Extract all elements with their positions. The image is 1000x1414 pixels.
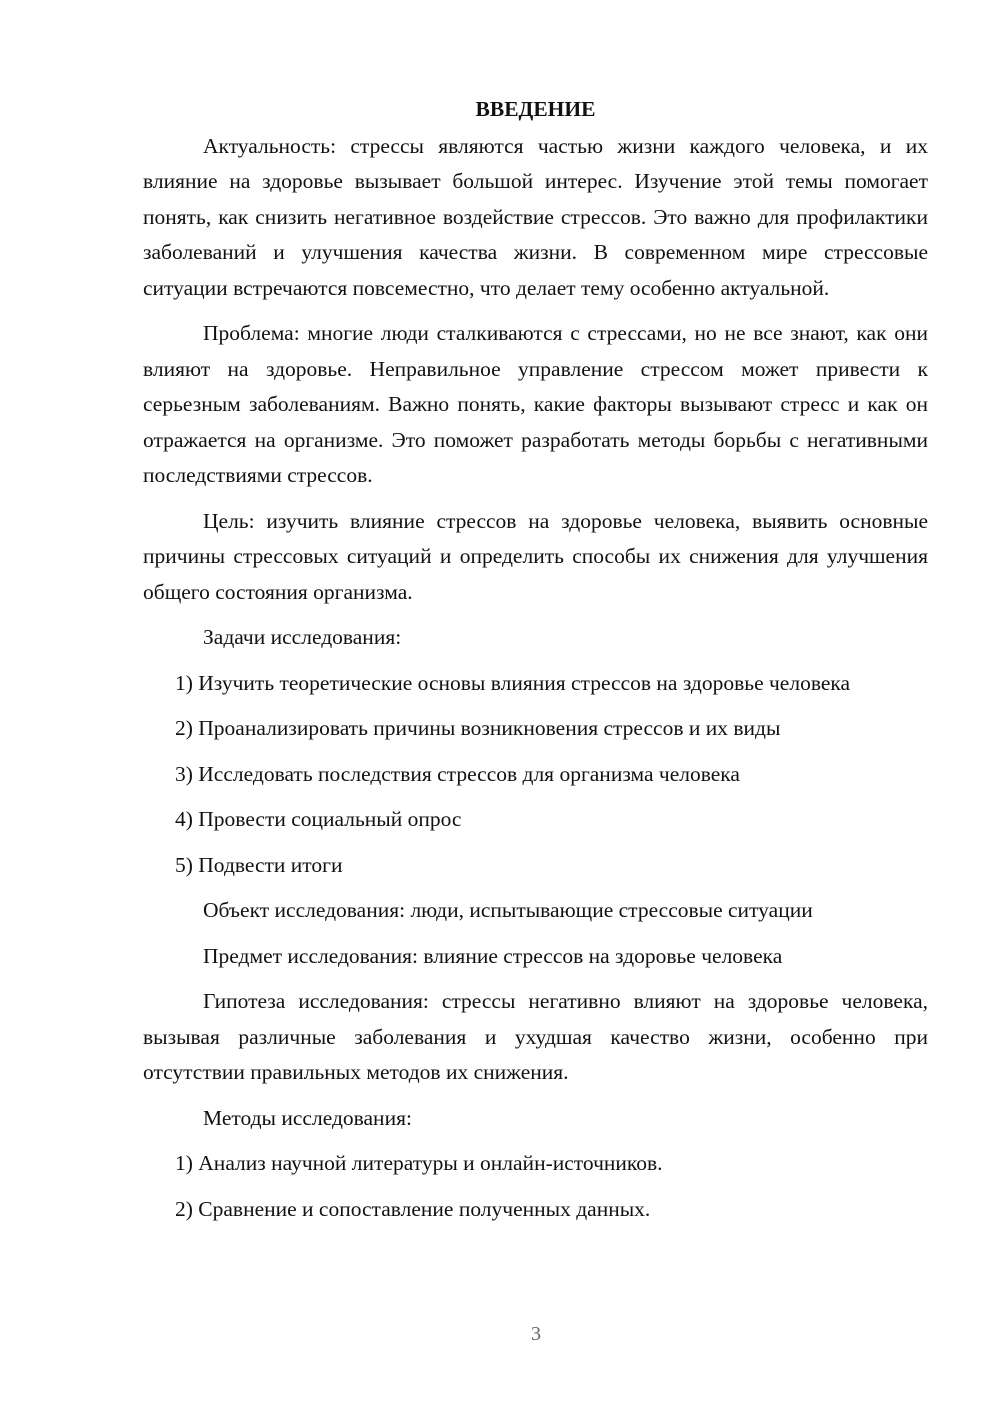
relevance-paragraph: Актуальность: стрессы являются частью жизни каждого человека, и их влияние на здоровье вызывает большой интерес. Изучение этой темы помогает понять, как снизить негативное воздействие стрессов. Это важно для профилактики заболеваний и улучшения качества жизни. В современном мире стрессовые ситуации встречаются повсеместно, что делает тему особенно актуальной.	[143, 133, 928, 300]
task-item: 3) Исследовать последствия стрессов для организма человека	[175, 761, 740, 786]
method-item: 2) Сравнение и сопоставление полученных данных.	[175, 1196, 651, 1221]
page-number: 3	[531, 1323, 541, 1345]
task-item: 2) Проанализировать причины возникновения стрессов и их виды	[175, 716, 781, 740]
task-item: 5) Подвести итоги	[175, 852, 343, 877]
tasks-heading: Задачи исследования:	[203, 625, 402, 649]
section-heading: ВВЕДЕНИЕ	[475, 97, 596, 121]
document-body	[143, 92, 928, 1237]
methods-heading: Методы исследования:	[203, 1105, 412, 1130]
task-item: 1) Изучить теоретические основы влияния стрессов на здоровье человека	[175, 670, 851, 695]
method-item: 1) Анализ научной литературы и онлайн-источников.	[175, 1151, 663, 1175]
goal-paragraph: Цель: изучить влияние стрессов на здоровье человека, выявить основные причины стрессовых ситуаций и определить способы их снижения для улучшения общего состояния организма.	[143, 508, 928, 604]
research-object: Объект исследования: люди, испытывающие стрессовые ситуации	[203, 898, 813, 922]
research-subject: Предмет исследования: влияние стрессов на здоровье человека	[203, 943, 783, 968]
problem-paragraph: Проблема: многие люди сталкиваются с стрессами, но не все знают, как они влияют на здоровье. Неправильное управление стрессом может привести к серьезным заболеваниям. Важно понять, какие факторы вызывают стресс и как он отражается на организме. Это поможет разработать методы борьбы с негативными последствиями стрессов.	[143, 321, 928, 487]
hypothesis-paragraph: Гипотеза исследования: стрессы негативно влияют на здоровье человека, вызывая различные заболевания и ухудшая качество жизни, особенно при отсутствии правильных методов их снижения.	[143, 989, 928, 1084]
task-item: 4) Провести социальный опрос	[175, 807, 462, 831]
